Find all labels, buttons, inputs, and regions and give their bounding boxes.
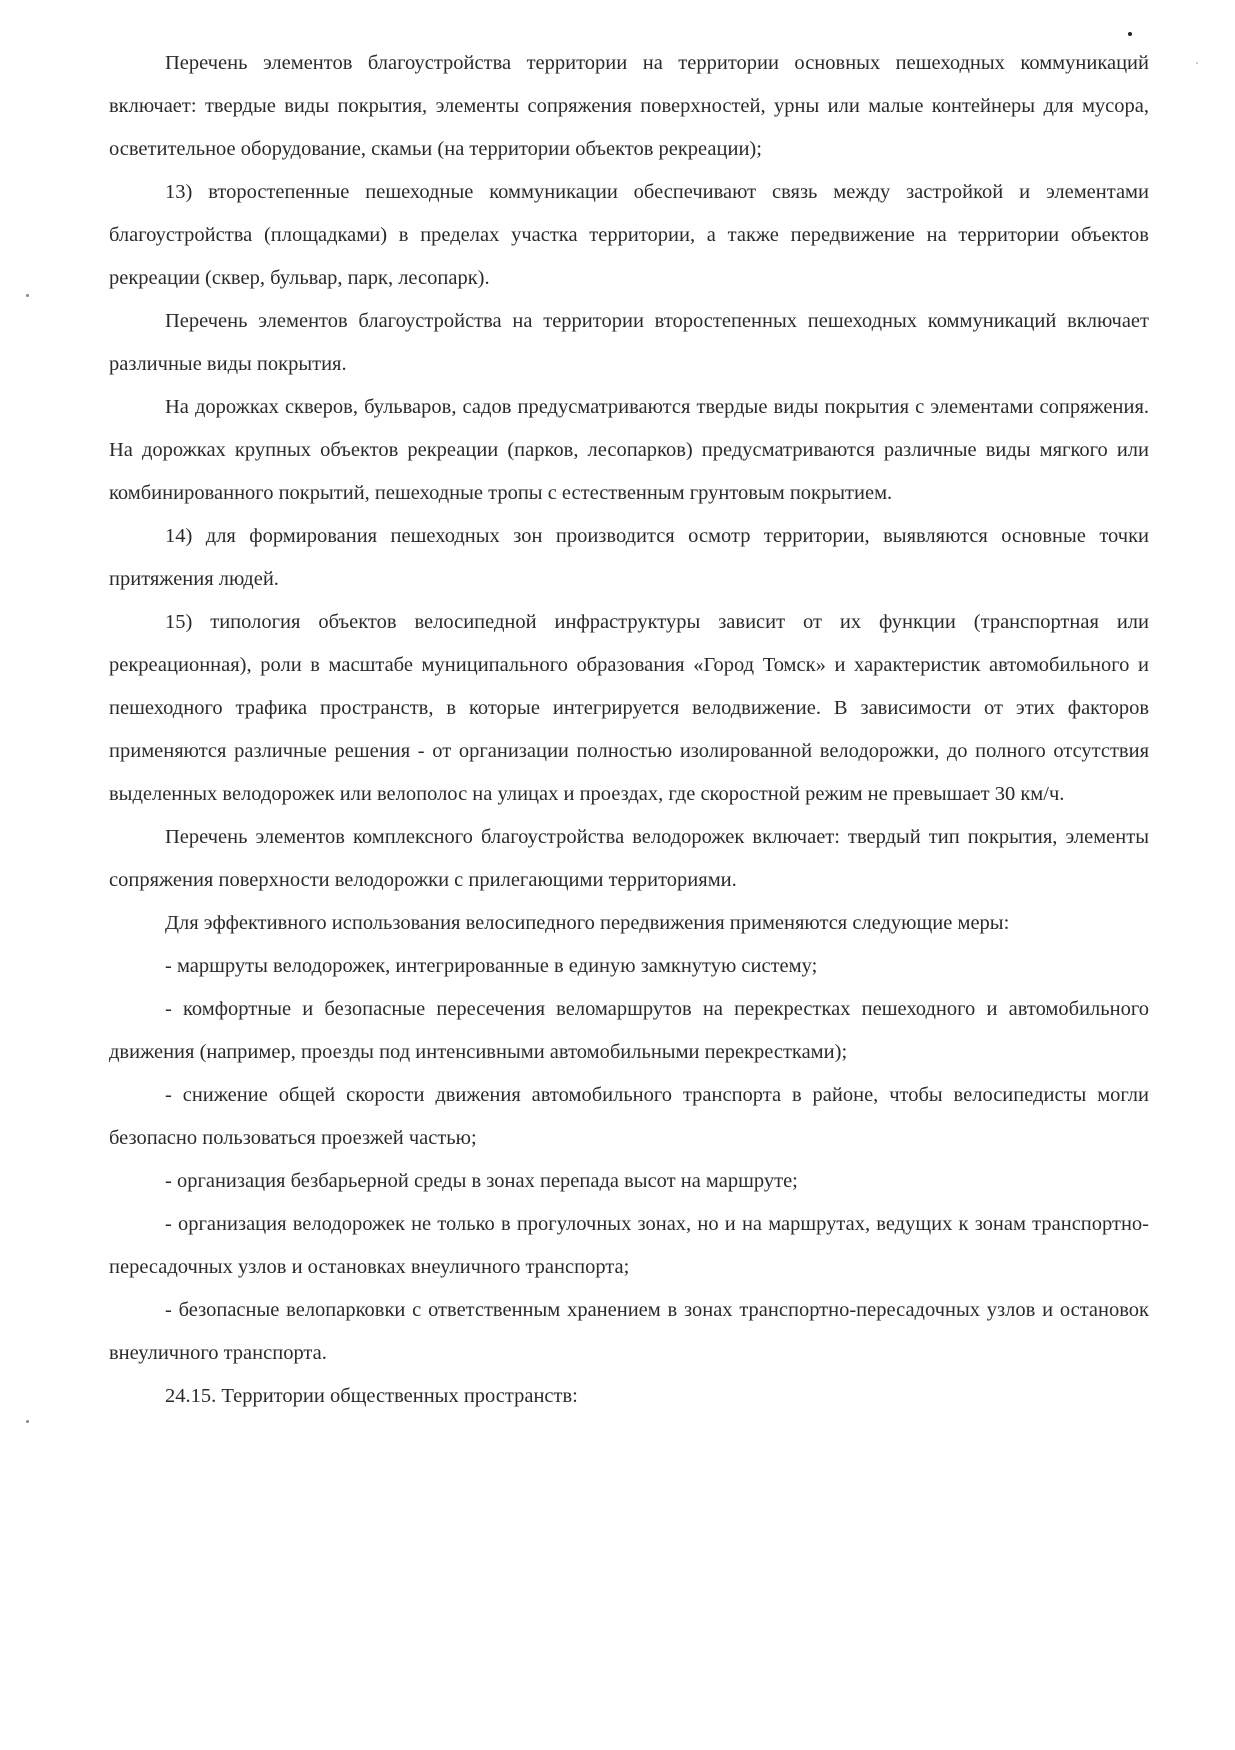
section-heading-24-15: 24.15. Территории общественных пространств: [165,1385,578,1407]
list-item-measure: - снижение общей скорости движения автомобильного транспорта в районе, чтобы велосипедисты могли безопасно пользоваться проезжей частью; [109,1084,1149,1149]
paragraph-item-13: 13) второстепенные пешеходные коммуникации обеспечивают связь между застройкой и элементами благоустройства (площадками) в пределах участка территории, а также передвижение на территории объектов рекреации (сквер, бульвар, парк, лесопарк). [109,181,1149,289]
paragraph-measures-intro: Для эффективного использования велосипедного передвижения применяются следующие меры: [165,912,1010,934]
paragraph-bikeway-elements: Перечень элементов комплексного благоустройства велодорожек включает: твердый тип покрытия, элементы сопряжения поверхности велодорожки с прилегающими территориями. [109,826,1149,891]
paragraph-main-pedestrian-elements: Перечень элементов благоустройства территории на территории основных пешеходных коммуникаций включает: твердые виды покрытия, элементы сопряжения поверхностей, урны или малые контейнеры для мусора, осветительное оборудование, скамьи (на территории объектов рекреации); [109,52,1149,160]
paragraph-secondary-pedestrian-elements: Перечень элементов благоустройства на территории второстепенных пешеходных коммуникаций включает различные виды покрытия. [109,310,1149,375]
scan-speck [1196,62,1198,64]
scan-speck [1128,32,1132,36]
list-item-measure: - комфортные и безопасные пересечения веломаршрутов на перекрестках пешеходного и автомобильного движения (например, проезды под интенсивными автомобильными перекрестками); [109,998,1149,1063]
document-body [109,42,1149,1418]
paragraph-item-14: 14) для формирования пешеходных зон производится осмотр территории, выявляются основные точки притяжения людей. [109,525,1149,590]
list-item-measure: - маршруты велодорожек, интегрированные в единую замкнутую систему; [165,955,818,977]
list-item-measure: - организация велодорожек не только в прогулочных зонах, но и на маршрутах, ведущих к зонам транспортно-пересадочных узлов и остановках внеуличного транспорта; [109,1213,1149,1278]
list-item-measure: - организация безбарьерной среды в зонах перепада высот на маршруте; [165,1170,798,1192]
scan-speck [26,294,29,297]
list-item-measure: - безопасные велопарковки с ответственным хранением в зонах транспортно-пересадочных узлов и остановок внеуличного транспорта. [109,1299,1149,1364]
scan-speck [26,1420,29,1423]
paragraph-item-15: 15) типология объектов велосипедной инфраструктуры зависит от их функции (транспортная или рекреационная), роли в масштабе муниципального образования «Город Томск» и характеристик автомобильного и пешеходного трафика пространств, в которые интегрируется велодвижение. В зависимости от этих факторов применяются различные решения - от организации полностью изолированной велодорожки, до полного отсутствия выделенных велодорожек или велополос на улицах и проездах, где скоростной режим не превышает 30 км/ч. [109,611,1149,805]
paragraph-path-coverings: На дорожках скверов, бульваров, садов предусматриваются твердые виды покрытия с элементами сопряжения. На дорожках крупных объектов рекреации (парков, лесопарков) предусматриваются различные виды мягкого или комбинированного покрытий, пешеходные тропы с естественным грунтовым покрытием. [109,396,1149,504]
